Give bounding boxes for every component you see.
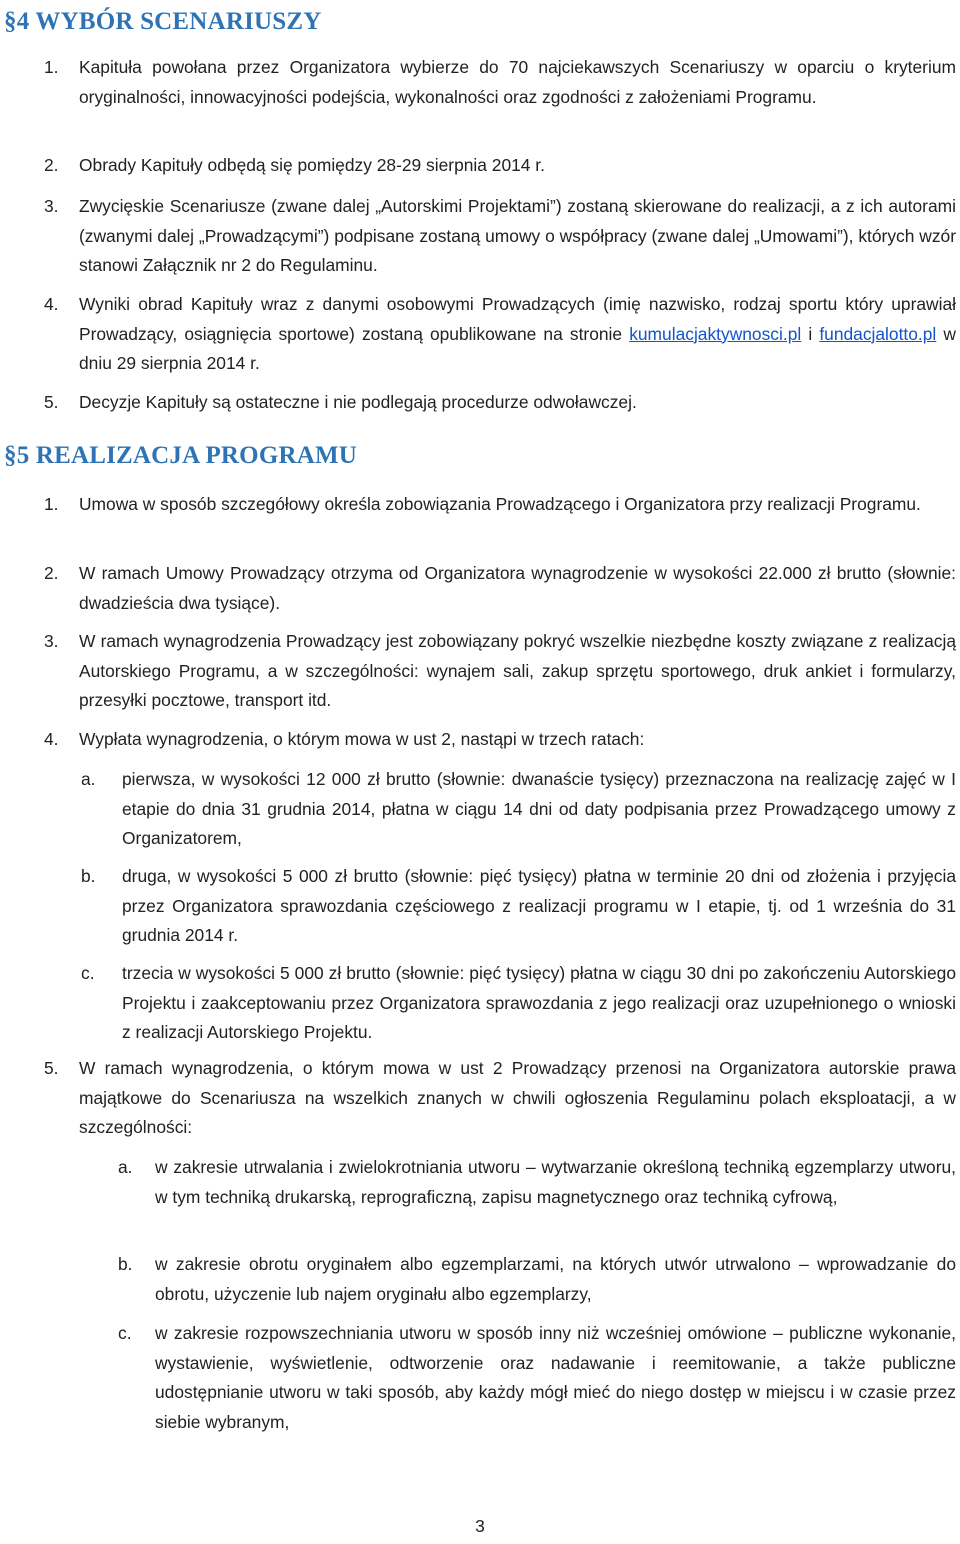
item-number: 1. (44, 494, 59, 514)
item-text: Kapituła powołana przez Organizatora wybierze do 70 najciekawszych Scenariuszy w oparciu o kryterium oryginalności, innowacyjności podejścia, wykonalności oraz zgodności z założeniami Programu. (79, 57, 956, 107)
item-text: W ramach wynagrodzenia Prowadzący jest zobowiązany pokryć wszelkie niezbędne koszty związane z realizacją Autorskiego Programu, a w szczególności: wynajem sali, zakup sprzętu sportowego, druk ankiet i formularzy, przesyłki pocztowe, transport itd. (79, 631, 956, 710)
item-text-part: i (801, 323, 820, 344)
item-number: 5. (44, 1058, 59, 1078)
item-text: trzecia w wysokości 5 000 zł brutto (słownie: pięć tysięcy) płatna w ciągu 30 dni po zakończeniu Autorskiego Projektu i zaakceptowaniu przez Organizatora sprawozdania z jego realizacji oraz uzupełnionego o wnioski z realizacji Autorskiego Projektu. (122, 963, 956, 1042)
item-number: 4. (44, 729, 59, 749)
item-number: 4. (44, 294, 59, 314)
item-text: W ramach Umowy Prowadzący otrzyma od Organizatora wynagrodzenie w wysokości 22.000 zł brutto (słownie: dwadzieścia dwa tysiące). (79, 563, 956, 613)
item-letter: a. (81, 769, 96, 789)
item-letter: b. (118, 1254, 133, 1274)
item-number: 1. (44, 57, 59, 77)
item-number: 2. (44, 563, 59, 583)
item-letter: c. (118, 1323, 132, 1343)
section-5-heading: §5 REALIZACJA PROGRAMU (4, 442, 358, 469)
link-kumulacjaktywnosci[interactable]: kumulacjaktywnosci.pl (629, 323, 802, 344)
item-text: Obrady Kapituły odbędą się pomiędzy 28-29 sierpnia 2014 r. (79, 155, 545, 175)
item-text: w zakresie utrwalania i zwielokrotniania utworu – wytwarzanie określoną techniką egzemplarzy utworu, w tym techniką drukarską, reprograficzną, zapisu magnetycznego oraz techniką cyfrową, (155, 1157, 956, 1207)
item-text: Zwycięskie Scenariusze (zwane dalej „Autorskimi Projektami”) zostaną skierowane do realizacji, a z ich autorami (zwanymi dalej „Prowadzącymi”) podpisane zostaną umowy o współpracy (zwane dalej „Umowami”), których wzór stanowi Załącznik nr 2 do Regulaminu. (79, 196, 956, 275)
item-text: Wypłata wynagrodzenia, o którym mowa w ust 2, nastąpi w trzech ratach: (79, 729, 645, 749)
link-fundacjalotto[interactable]: fundacjalotto.pl (819, 323, 937, 344)
item-text-part: w dniu 29 sierpnia 2014 r. (79, 323, 956, 373)
item-text (79, 290, 956, 379)
item-number: 2. (44, 155, 59, 175)
item-text: Umowa w sposób szczegółowy określa zobowiązania Prowadzącego i Organizatora przy realizacji Programu. (79, 494, 921, 514)
item-text: druga, w wysokości 5 000 zł brutto (słownie: pięć tysięcy) płatna w terminie 20 dni od złożenia i przyjęcia przez Organizatora sprawozdania częściowego z realizacji programu w I etapie, tj. od 1 września do 31 grudnia 2014 r. (122, 866, 956, 945)
item-number: 3. (44, 196, 59, 216)
item-letter: c. (81, 963, 95, 983)
item-letter: a. (118, 1157, 133, 1177)
page-number: 3 (475, 1516, 485, 1536)
section-4-heading: §4 WYBÓR SCENARIUSZY (4, 8, 322, 35)
item-text: W ramach wynagrodzenia, o którym mowa w ust 2 Prowadzący przenosi na Organizatora autorskie prawa majątkowe do Scenariusza na wszelkich znanych w chwili ogłoszenia Regulaminu polach eksploatacji, a w szczególności: (79, 1058, 956, 1137)
item-text-part: Wyniki obrad Kapituły wraz z danymi osobowymi Prowadzących (imię nazwisko, rodzaj sportu który uprawiał Prowadzący, osiągnięcia sportowe) zostaną opublikowane na stronie (79, 294, 956, 344)
item-text: w zakresie rozpowszechniania utworu w sposób inny niż wcześniej omówione – publiczne wykonanie, wystawienie, wyświetlenie, odtworzenie oraz nadawanie i reemitowanie, a także publiczne udostępnianie utworu w taki sposób, aby każdy mógł mieć do niego dostęp w miejscu i w czasie przez siebie wybranym, (155, 1323, 956, 1432)
item-text: pierwsza, w wysokości 12 000 zł brutto (słownie: dwanaście tysięcy) przeznaczona na realizację zajęć w I etapie do dnia 31 grudnia 2014, płatna w ciągu 14 dni od daty podpisania przez Prowadzącego umowy z Organizatorem, (122, 769, 956, 848)
item-letter: b. (81, 866, 96, 886)
item-number: 5. (44, 392, 59, 412)
item-number: 3. (44, 631, 59, 651)
item-text: w zakresie obrotu oryginałem albo egzemplarzami, na których utwór utrwalono – wprowadzanie do obrotu, użyczenie lub najem oryginału albo egzemplarzy, (155, 1254, 956, 1304)
item-text: Decyzje Kapituły są ostateczne i nie podlegają procedurze odwoławczej. (79, 392, 637, 412)
